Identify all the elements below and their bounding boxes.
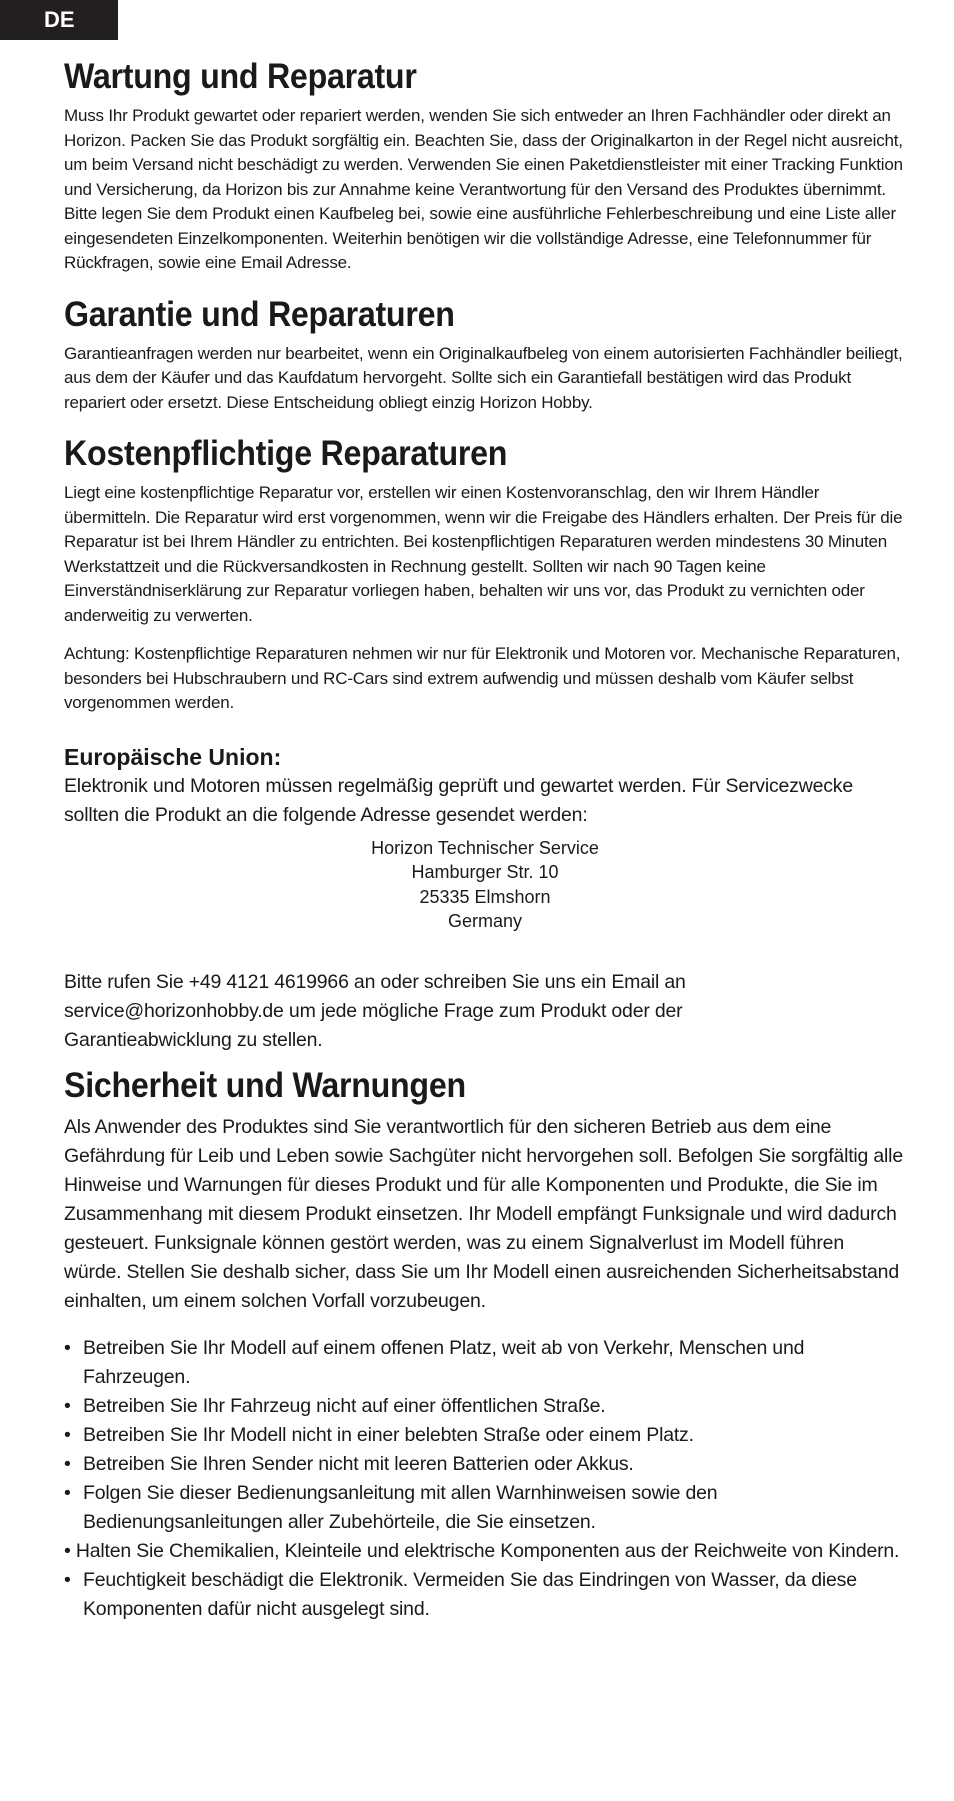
section-kosten <box>64 429 906 716</box>
section-title-sicherheit: Sicherheit und Warnungen <box>64 1065 466 1105</box>
address-line: 25335 Elmshorn <box>419 886 551 907</box>
safety-list <box>64 1334 906 1624</box>
list-item: • Halten Sie Chemikalien, Kleinteile und elektrische Komponenten aus der Reichweite von Kindern. <box>64 1539 900 1562</box>
section-body-eu: Elektronik und Motoren müssen regelmäßig geprüft und gewartet werden. Für Servicezwecke sollten die Produkt an die folgende Adresse gesendet werden: <box>64 774 853 826</box>
section-garantie <box>64 290 906 416</box>
contact-line: service@horizonhobby.de um jede mögliche Frage zum Produkt oder der <box>64 999 683 1022</box>
service-address <box>64 836 906 934</box>
list-item: • Betreiben Sie Ihren Sender nicht mit leeren Batterien oder Akkus. <box>64 1450 906 1479</box>
address-line: Hamburger Str. 10 <box>411 862 559 882</box>
language-tab: DE <box>0 0 118 40</box>
section-title-garantie: Garantie und Reparaturen <box>64 294 455 334</box>
section-title-kosten: Kostenpflichtige Reparaturen <box>64 434 508 473</box>
list-item: • Betreiben Sie Ihr Modell nicht in einer belebten Straße oder einem Platz. <box>64 1421 906 1450</box>
contact-line: Garantieabwicklung zu stellen. <box>64 1028 323 1051</box>
section-eu <box>64 742 906 1055</box>
document-content <box>64 52 906 1624</box>
section-note-kosten: Achtung: Kostenpflichtige Reparaturen nehmen wir nur für Elektronik und Motoren vor. Mechanische Reparaturen, besonders bei Hubschraubern und RC-Cars sind extrem aufwendig und müssen deshalb vom Käufer selbst vorgenommen werden. <box>64 644 901 712</box>
contact-line: Bitte rufen Sie +49 4121 4619966 an oder schreiben Sie uns ein Email an <box>64 970 686 993</box>
section-wartung <box>64 52 906 276</box>
address-line: Horizon Technischer Service <box>371 837 599 858</box>
contact-info <box>64 968 906 1055</box>
list-item: • Betreiben Sie Ihr Modell auf einem offenen Platz, weit ab von Verkehr, Menschen und Fahrzeugen. <box>64 1334 906 1392</box>
list-item: • Folgen Sie dieser Bedienungsanleitung mit allen Warnhinweisen sowie den Bedienungsanleitungen aller Zubehörteile, die Sie einsetzen. <box>64 1479 906 1537</box>
section-sicherheit <box>64 1061 906 1624</box>
list-item: • Betreiben Sie Ihr Fahrzeug nicht auf einer öffentlichen Straße. <box>64 1392 906 1421</box>
list-item: • Feuchtigkeit beschädigt die Elektronik. Vermeiden Sie das Eindringen von Wasser, da diese Komponenten dafür nicht ausgelegt sind. <box>64 1566 906 1624</box>
section-title-eu: Europäische Union: <box>64 743 282 770</box>
section-title-wartung: Wartung und Reparatur <box>64 57 417 96</box>
address-line: Germany <box>447 911 523 931</box>
section-body-garantie: Garantieanfragen werden nur bearbeitet, wenn ein Originalkaufbeleg von einem autorisierten Fachhändler beiliegt, aus dem der Käufer und das Kaufdatum hervorgeht. Sollte sich ein Garantiefall bestätigen wird das Produkt repariert oder ersetzt. Diese Entscheidung obliegt einzig Horizon Hobby. <box>64 343 903 412</box>
section-body-sicherheit: Als Anwender des Produktes sind Sie verantwortlich für den sicheren Betrieb aus dem eine Gefährdung für Leib und Leben sowie Sachgüter nicht hervorgehen soll. Befolgen Sie sorgfältig alle Hinweise und Warnungen für dieses Produkt und für alle Komponenten und Produkte, die Sie im Zusammenhang mit diesem Produkt einsetzen. Ihr Modell empfängt Funksignale und wird dadurch gesteuert. Funksignale können gestört werden, was zu einem Signalverlust im Modell führen würde. Stellen Sie deshalb sicher, dass Sie um Ihr Modell einen ausreichenden Sicherheitsabstand einhalten, um einem solchen Vorfall vorzubeugen. <box>64 1115 903 1312</box>
section-body-kosten: Liegt eine kostenpflichtige Reparatur vor, erstellen wir einen Kostenvoranschlag, den wir Ihrem Händler übermitteln. Die Reparatur wird erst vorgenommen, wenn wir die Freigabe des Händlers erhalten. Der Preis für die Reparatur ist bei Ihrem Händler zu entrichten. Bei kostenpflichtigen Reparaturen werden mindestens 30 Minuten Werkstattzeit und die Rückversandkosten in Rechnung gestellt. Sollten wir nach 90 Tagen keine Einverständniserklärung zur Reparatur vorliegen haben, behalten wir uns vor, das Produkt zu vernichten oder anderweitig zu verwerten. <box>64 483 903 625</box>
section-body-wartung: Muss Ihr Produkt gewartet oder repariert werden, wenden Sie sich entweder an Ihren Fachhändler oder direkt an Horizon. Packen Sie das Produkt sorgfältig ein. Beachten Sie, dass der Originalkarton in der Regel nicht ausreicht, um beim Versand nicht beschädigt zu werden. Verwenden Sie einen Paketdienstleister mit einer Tracking Funktion und Versicherung, da Horizon bis zur Annahme keine Verantwortung für den Versand des Produktes übernimmt. Bitte legen Sie dem Produkt einen Kaufbeleg bei, sowie eine ausführliche Fehlerbeschreibung und eine Liste aller eingesendeten Einzelkomponenten. Weiterhin benötigen wir die vollständige Adresse, eine Telefonnummer für Rückfragen, sowie eine Email Adresse. <box>64 106 903 272</box>
